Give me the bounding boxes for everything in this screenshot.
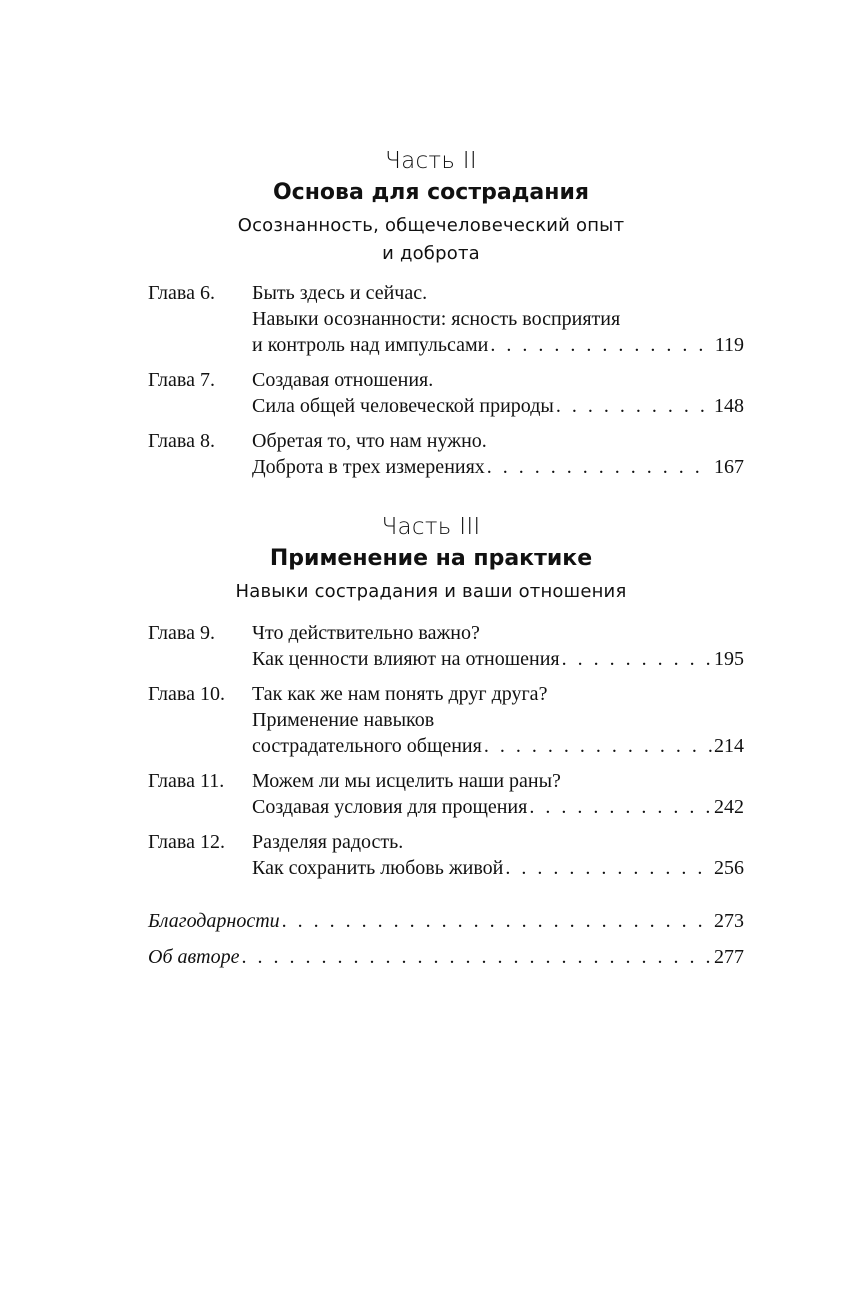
entry-title: Благодарности — [148, 910, 280, 932]
chapter-subtitle-line: Как ценности влияют на отношения — [252, 648, 560, 670]
chapter-subtitle-line: и контроль над импульсами — [252, 334, 489, 356]
toc-entry-chapter-6[interactable] — [148, 280, 744, 358]
toc-entry-chapter-7[interactable] — [148, 367, 744, 419]
chapter-subtitle-line: Применение навыков — [252, 709, 435, 731]
part-3-label: Часть III — [381, 514, 481, 540]
chapter-title-line: Что действительно важно? — [252, 622, 480, 644]
chapter-subtitle-line: Сила общей человеческой природы — [252, 395, 554, 417]
page-number: 167 — [714, 456, 744, 478]
dot-leader — [487, 454, 712, 480]
dot-leader — [282, 908, 712, 934]
chapter-title-line: Так как же нам понять друг друга? — [252, 683, 548, 705]
toc-entry-chapter-8[interactable] — [148, 428, 744, 480]
dot-leader — [484, 733, 712, 759]
dot-leader — [562, 646, 712, 672]
page-number: 148 — [714, 395, 744, 417]
chapter-subtitle-line: Навыки осознанности: ясность восприятия — [252, 308, 621, 330]
toc-entry-chapter-12[interactable] — [148, 829, 744, 881]
chapter-subtitle-line: Создавая условия для прощения — [252, 796, 528, 818]
dot-leader — [505, 855, 712, 881]
chapter-title-line: Создавая отношения. — [252, 369, 434, 391]
toc-entry-chapter-11[interactable] — [148, 768, 744, 820]
page-number: 273 — [714, 910, 744, 932]
chapter-subtitle-line: Как сохранить любовь живой — [252, 857, 504, 879]
page-number: 195 — [714, 648, 744, 670]
page-number: 277 — [714, 946, 744, 968]
part-3-header — [0, 512, 862, 606]
toc-entry-acknowledgements[interactable] — [148, 908, 744, 934]
dot-leader — [242, 944, 712, 970]
part-3-title: Применение на практике — [269, 546, 593, 571]
part-2-label: Часть II — [385, 148, 477, 174]
dot-leader — [529, 794, 712, 820]
part-2-title: Основа для сострадания — [272, 180, 590, 205]
chapter-label: Глава 9. — [148, 622, 215, 644]
page-number: 256 — [714, 857, 744, 879]
page-number: 119 — [714, 334, 744, 356]
dot-leader — [556, 393, 712, 419]
part-2-header — [0, 146, 862, 268]
chapter-subtitle-line: сострадательного общения — [252, 735, 482, 757]
chapter-label: Глава 12. — [148, 831, 225, 853]
dot-leader — [490, 332, 712, 358]
entry-title: Об авторе — [148, 946, 240, 968]
chapter-title-line: Разделяя радость. — [252, 831, 404, 853]
chapter-label: Глава 10. — [148, 683, 225, 705]
part-2-subtitle-line-2: и доброта — [382, 243, 480, 264]
chapter-subtitle-line: Доброта в трех измерениях — [252, 456, 485, 478]
back-matter-list — [148, 908, 744, 980]
chapter-label: Глава 7. — [148, 369, 215, 391]
part-3-chapter-list — [148, 620, 744, 890]
chapter-label: Глава 8. — [148, 430, 215, 452]
toc-entry-chapter-10[interactable] — [148, 681, 744, 759]
page-number: 242 — [714, 796, 744, 818]
page-number: 214 — [714, 735, 744, 757]
toc-entry-about-author[interactable] — [148, 944, 744, 970]
chapter-label: Глава 6. — [148, 282, 215, 304]
part-3-subtitle: Навыки сострадания и ваши отношения — [235, 581, 627, 602]
part-2-subtitle-line-1: Осознанность, общечеловеческий опыт — [237, 215, 625, 236]
chapter-title-line: Быть здесь и сейчас. — [252, 282, 428, 304]
chapter-title-line: Обретая то, что нам нужно. — [252, 430, 487, 452]
part-2-chapter-list — [148, 280, 744, 489]
chapter-title-line: Можем ли мы исцелить наши раны? — [252, 770, 561, 792]
chapter-label: Глава 11. — [148, 770, 225, 792]
toc-entry-chapter-9[interactable] — [148, 620, 744, 672]
